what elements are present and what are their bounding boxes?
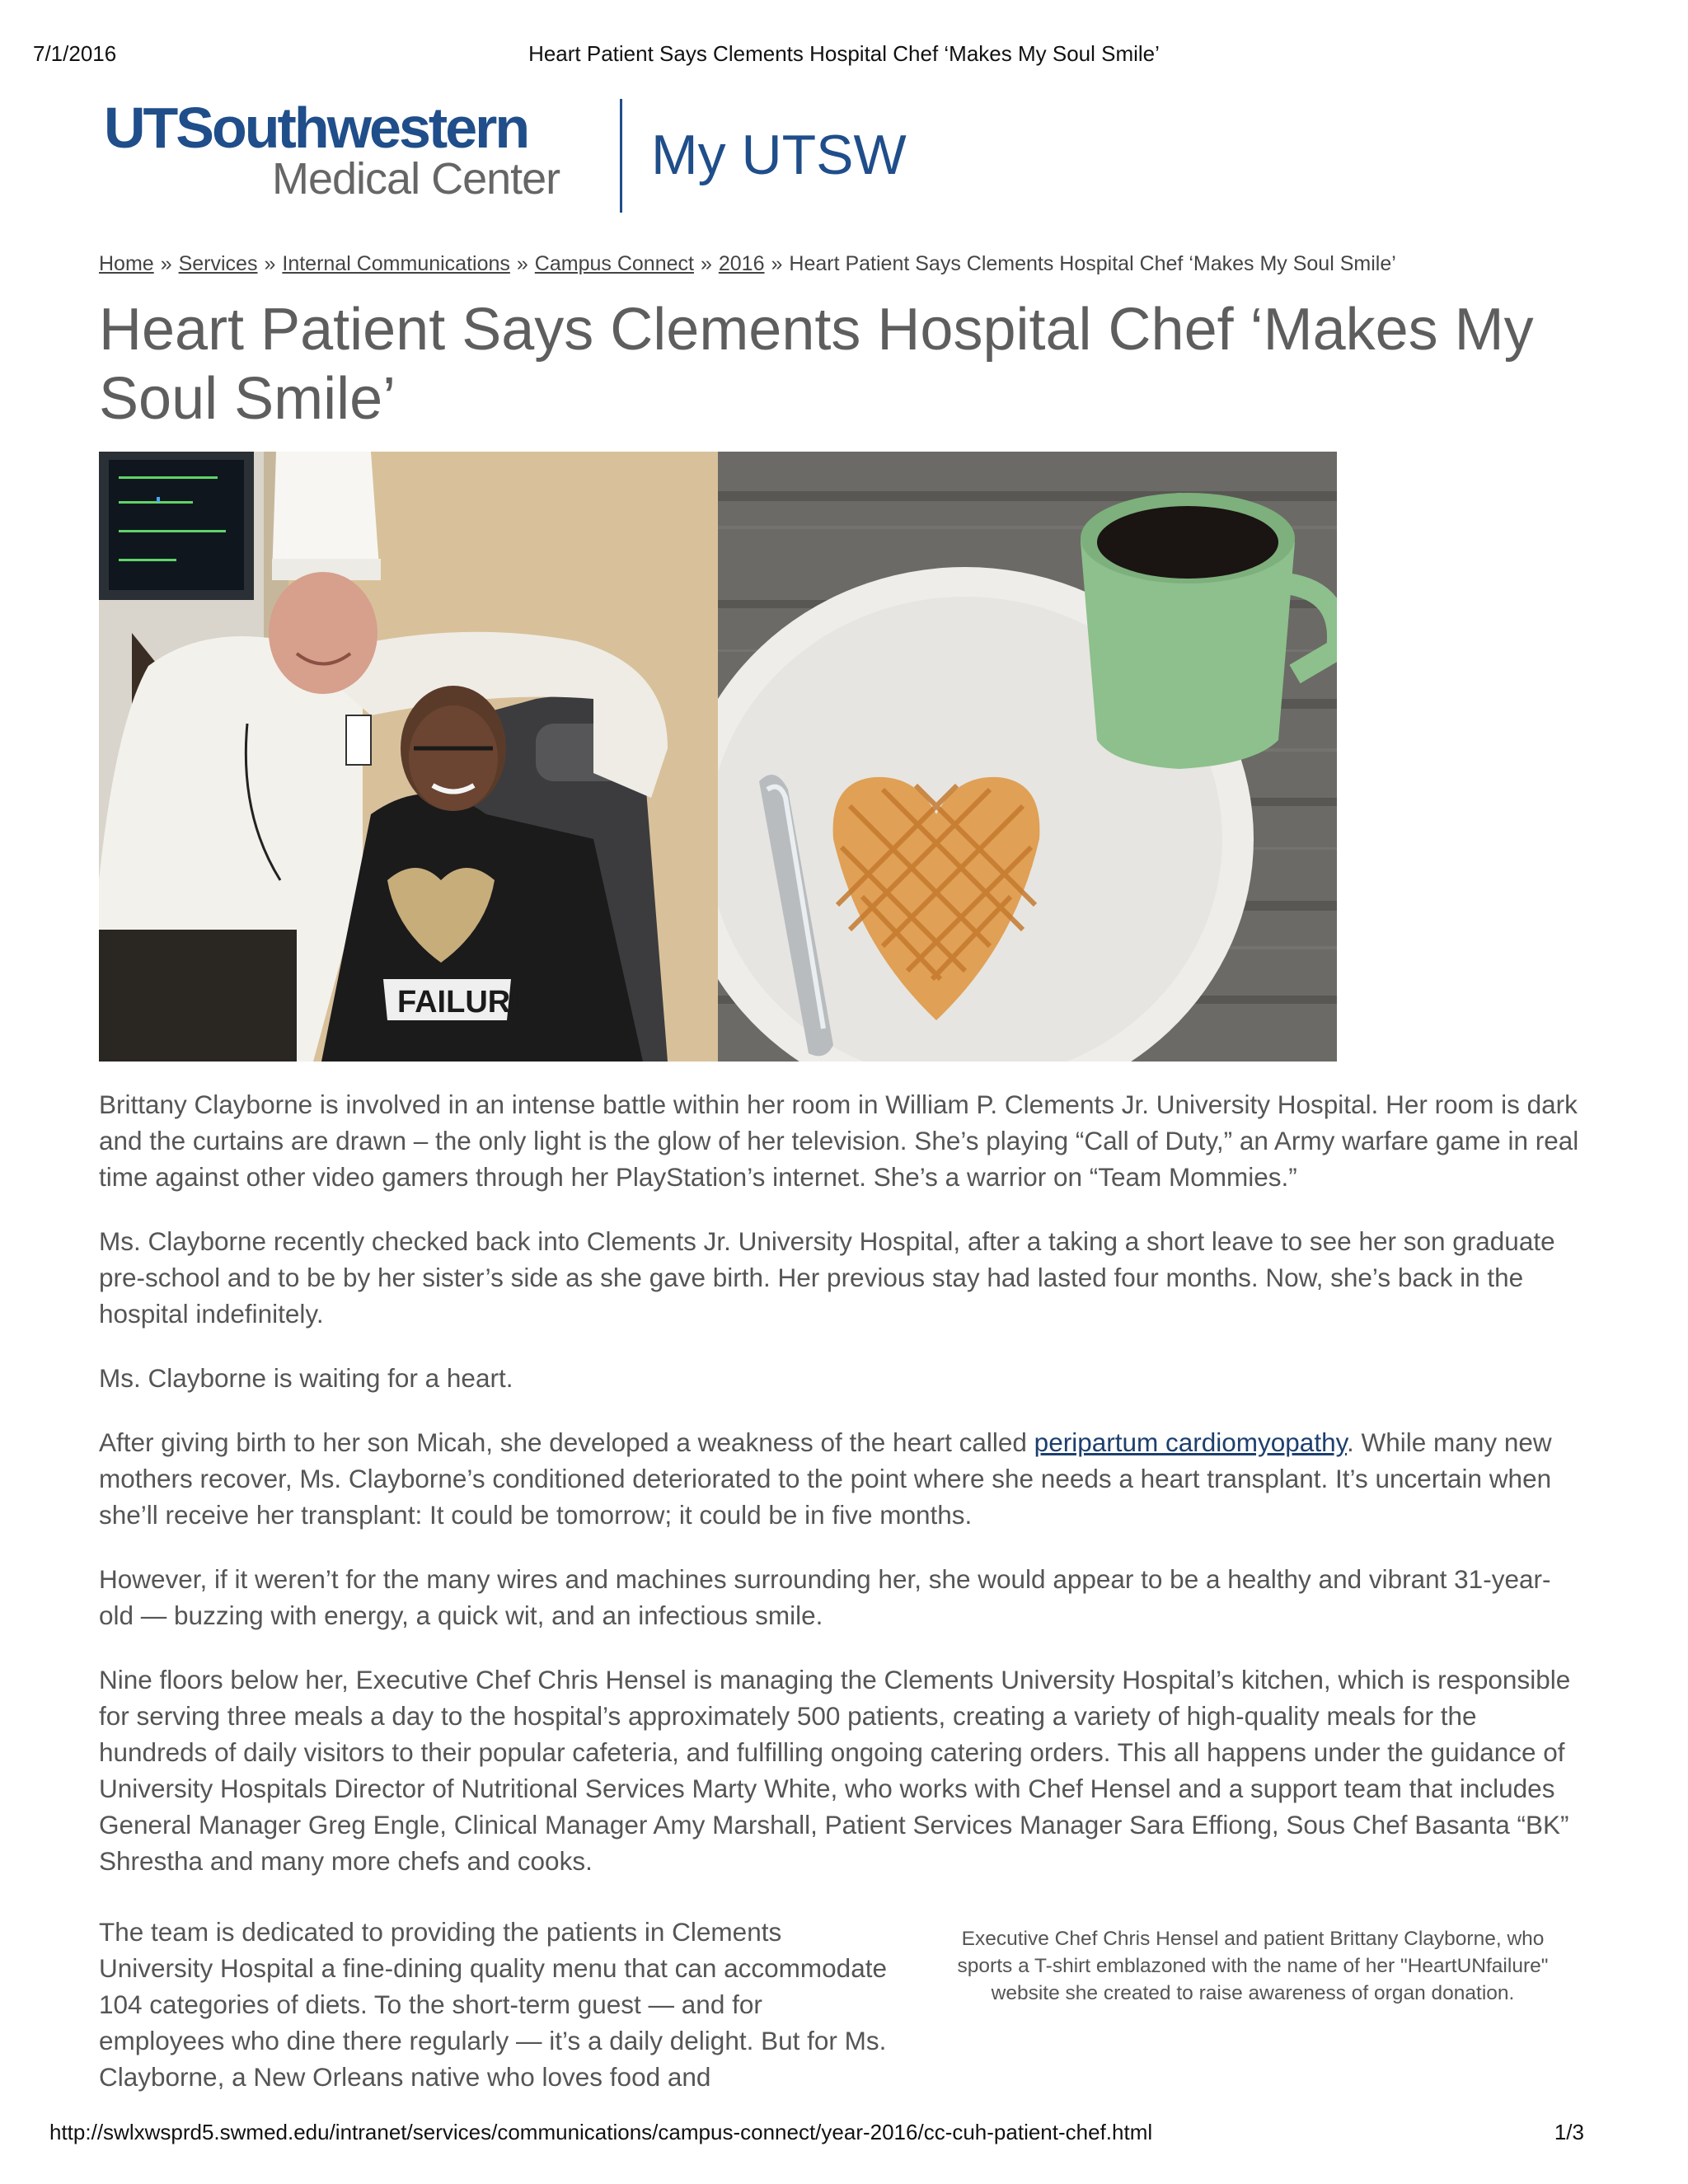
- breadcrumb: [99, 252, 1582, 276]
- print-page-title: Heart Patient Says Clements Hospital Chef ‘Makes My Soul Smile’: [528, 41, 1160, 66]
- print-url: http://swlxwsprd5.swmed.edu/intranet/services/communications/campus-connect/year-2016/cc-cuh-patient-chef.html: [49, 2120, 1153, 2144]
- article-body: [99, 1086, 1582, 1907]
- article-paragraph: Ms. Clayborne recently checked back into Clements Jr. University Hospital, after a taking a short leave to see her son graduate pre-school and to be by her sister’s side as she gave birth. Her previous stay had lasted four months. Now, she’s back in the hospital indefinitely.: [99, 1226, 1555, 1329]
- chef-and-patient-photo: [99, 452, 718, 1062]
- heart-waffle-coffee-photo: [718, 452, 1337, 1062]
- article-paragraph: Brittany Clayborne is involved in an intense battle within her room in William P. Clements Jr. University Hospital. Her room is dark and the curtains are drawn – the only light is the glow of her television. She’s playing “Call of Duty,” an Army warfare game in real time against other video gamers through her PlayStation’s internet. She’s a warrior on “Team Mommies.”: [99, 1090, 1579, 1192]
- article-paragraph: [99, 1424, 1582, 1533]
- paragraph-text: After giving birth to her son Micah, she developed a weakness of the heart called: [99, 1427, 1034, 1457]
- breadcrumb-campus-connect-link[interactable]: Campus Connect: [534, 252, 694, 275]
- article-paragraph: Ms. Clayborne is waiting for a heart.: [99, 1363, 513, 1393]
- breadcrumb-separator: »: [771, 252, 783, 275]
- page-title: Heart Patient Says Clements Hospital Chef ‘Makes My Soul Smile’: [99, 297, 1534, 432]
- breadcrumb-services-link[interactable]: Services: [178, 252, 258, 275]
- breadcrumb-separator: »: [160, 252, 172, 275]
- breadcrumb-internal-communications-link[interactable]: Internal Communications: [282, 252, 510, 275]
- site-logo[interactable]: [104, 96, 907, 214]
- image-caption: Executive Chef Chris Hensel and patient Brittany Clayborne, who sports a T-shirt emblazoned with the name of her "HeartUNfailure" website she created to raise awareness of organ donation.: [957, 1928, 1549, 2004]
- logo-divider: [620, 99, 622, 213]
- paragraph-text: . While many new mothers recover, Ms. Clayborne’s conditioned deteriorated to the point where she needs a heart transplant. It’s uncertain when she’ll receive her transplant: It could be tomorrow; it could be in five months.: [99, 1427, 1552, 1530]
- shirt-text: FAILURE: [397, 985, 532, 1019]
- logo-my-utsw: My UTSW: [651, 124, 907, 186]
- article-hero-image: [99, 452, 1337, 1062]
- print-date: 7/1/2016: [33, 41, 117, 66]
- print-header: [33, 41, 1655, 69]
- breadcrumb-separator: »: [700, 252, 712, 275]
- breadcrumb-2016-link[interactable]: 2016: [718, 252, 765, 275]
- article-paragraph: Nine floors below her, Executive Chef Chris Hensel is managing the Clements University Hospital’s kitchen, which is responsible for serving three meals a day to the hospital’s approximately 500 patients, creating a variety of high-quality meals for the hundreds of daily visitors to their popular cafeteria, and fulfilling ongoing catering orders. This all happens under the guidance of University Hospitals Director of Nutritional Services Marty White, who works with Chef Hensel and a support team that includes General Manager Greg Engle, Clinical Manager Amy Marshall, Patient Services Manager Sara Effiong, Sous Chef Basanta “BK” Shrestha and many more chefs and cooks.: [99, 1665, 1571, 1876]
- article-paragraph: The team is dedicated to providing the patients in Clements University Hospital a fine-dining quality menu that can accommodate 104 categories of diets. To the short-term guest — and for employees who dine there regularly — it’s a daily delight. But for Ms. Clayborne, a New Orleans native who loves food and: [99, 1917, 887, 2092]
- logo-utsouthwestern: UTSouthwestern: [104, 96, 528, 160]
- breadcrumb-separator: »: [264, 252, 276, 275]
- article-paragraph: However, if it weren’t for the many wires and machines surrounding her, she would appear to be a healthy and vibrant 31-year-old — buzzing with energy, a quick wit, and an infectious smile.: [99, 1564, 1551, 1630]
- breadcrumb-separator: »: [516, 252, 528, 275]
- print-page-number: 1/3: [1554, 2120, 1584, 2144]
- breadcrumb-home-link[interactable]: Home: [99, 252, 154, 275]
- logo-medical-center: Medical Center: [272, 154, 560, 204]
- breadcrumb-current: Heart Patient Says Clements Hospital Chef ‘Makes My Soul Smile’: [789, 252, 1396, 275]
- peripartum-cardiomyopathy-link[interactable]: peripartum cardiomyopathy: [1034, 1427, 1348, 1457]
